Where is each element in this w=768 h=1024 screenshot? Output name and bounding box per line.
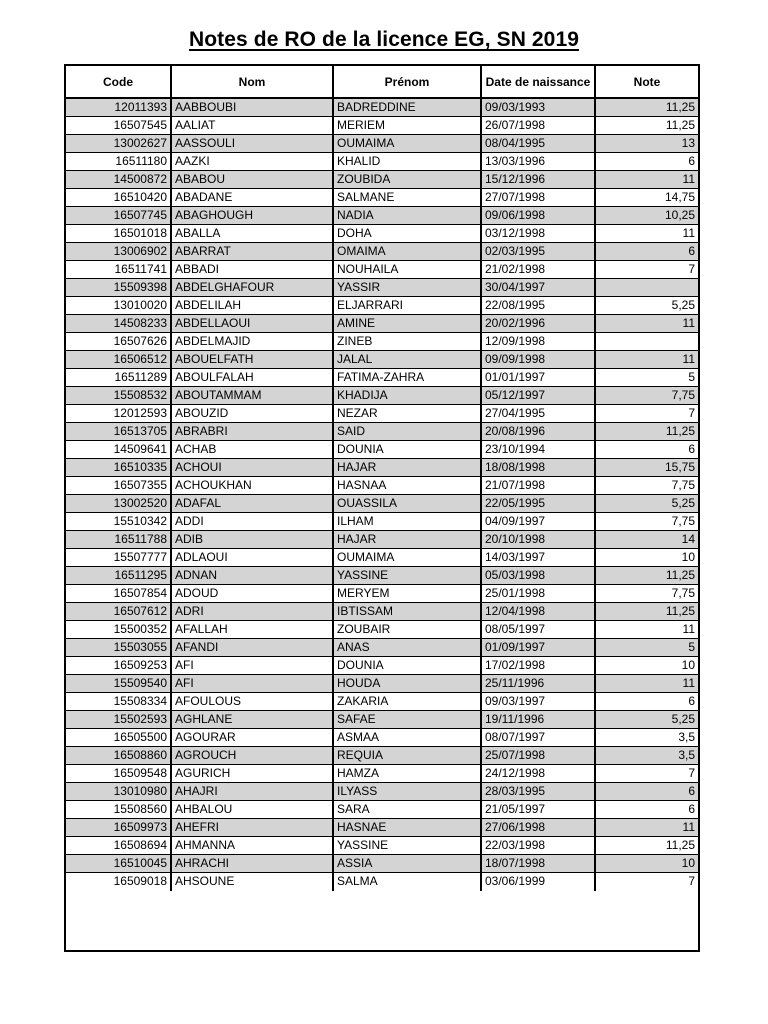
cell-code: 16507745	[66, 207, 172, 225]
cell-code: 16508860	[66, 747, 172, 765]
cell-date-de-naissance: 05/12/1997	[482, 387, 596, 405]
cell-note: 11	[596, 315, 698, 333]
cell-date-de-naissance: 21/05/1997	[482, 801, 596, 819]
cell-code: 15500352	[66, 621, 172, 639]
cell-code: 15508560	[66, 801, 172, 819]
cell-prenom: ELJARRARI	[334, 297, 482, 315]
table-row	[66, 657, 698, 675]
table-row	[66, 441, 698, 459]
cell-prenom: HASNAE	[334, 819, 482, 837]
cell-nom: AASSOULI	[172, 135, 334, 153]
cell-nom: AHBALOU	[172, 801, 334, 819]
cell-code: 16511788	[66, 531, 172, 549]
cell-note: 3,5	[596, 747, 698, 765]
table-row	[66, 207, 698, 225]
cell-nom: ADRI	[172, 603, 334, 621]
cell-note: 10,25	[596, 207, 698, 225]
cell-note: 11	[596, 171, 698, 189]
cell-code: 16507854	[66, 585, 172, 603]
table-row	[66, 873, 698, 891]
table-row	[66, 423, 698, 441]
cell-date-de-naissance: 09/03/1993	[482, 99, 596, 117]
cell-date-de-naissance: 30/04/1997	[482, 279, 596, 297]
table-row	[66, 549, 698, 567]
table-row	[66, 585, 698, 603]
cell-code: 15510342	[66, 513, 172, 531]
cell-date-de-naissance: 28/03/1995	[482, 783, 596, 801]
cell-nom: ADLAOUI	[172, 549, 334, 567]
cell-date-de-naissance: 24/12/1998	[482, 765, 596, 783]
cell-date-de-naissance: 01/09/1997	[482, 639, 596, 657]
cell-nom: ABBADI	[172, 261, 334, 279]
cell-date-de-naissance: 08/07/1997	[482, 729, 596, 747]
cell-date-de-naissance: 25/07/1998	[482, 747, 596, 765]
column-header-date-de-naissance: Date de naissance	[482, 66, 596, 99]
cell-prenom: DOUNIA	[334, 441, 482, 459]
cell-date-de-naissance: 01/01/1997	[482, 369, 596, 387]
table-row	[66, 171, 698, 189]
cell-nom: ADIB	[172, 531, 334, 549]
cell-date-de-naissance: 25/01/1998	[482, 585, 596, 603]
cell-note: 7	[688, 874, 695, 889]
table-row	[66, 495, 698, 513]
cell-nom: ABABOU	[172, 171, 334, 189]
cell-prenom: HOUDA	[334, 675, 482, 693]
cell-nom: AFANDI	[172, 639, 334, 657]
cell-nom: ADDI	[172, 513, 334, 531]
cell-date-de-naissance: 27/06/1998	[482, 819, 596, 837]
cell-code: 15508334	[66, 693, 172, 711]
cell-code: 16508694	[66, 837, 172, 855]
cell-prenom: ZAKARIA	[334, 693, 482, 711]
cell-note: 15,75	[596, 459, 698, 477]
cell-note: 5,25	[596, 297, 698, 315]
cell-date-de-naissance: 25/11/1996	[482, 675, 596, 693]
cell-code: 16509253	[66, 657, 172, 675]
table-row	[66, 729, 698, 747]
cell-prenom: ILHAM	[334, 513, 482, 531]
table-body	[66, 99, 698, 891]
cell-code: 15509398	[66, 279, 172, 297]
cell-note: 11	[596, 621, 698, 639]
table-row	[66, 531, 698, 549]
cell-nom: AHRACHI	[172, 855, 334, 873]
cell-date-de-naissance: 27/07/1998	[482, 189, 596, 207]
table-row	[66, 387, 698, 405]
cell-code: 16507355	[66, 477, 172, 495]
cell-note: 6	[596, 153, 698, 171]
cell-date-de-naissance: 19/11/1996	[482, 711, 596, 729]
cell-prenom: HAMZA	[334, 765, 482, 783]
cell-nom: ABOULFALAH	[172, 369, 334, 387]
cell-code: 13010980	[66, 783, 172, 801]
cell-code: 16507612	[66, 603, 172, 621]
cell-note: 11	[596, 675, 698, 693]
cell-note: 7,75	[596, 477, 698, 495]
cell-note: 14	[596, 531, 698, 549]
cell-nom: ABARRAT	[172, 243, 334, 261]
cell-nom: ABOUTAMMAM	[172, 387, 334, 405]
cell-prenom: KHALID	[334, 153, 482, 171]
cell-note: 7,75	[596, 513, 698, 531]
cell-note: 6	[596, 441, 698, 459]
table-row	[66, 135, 698, 153]
cell-date-de-naissance: 09/06/1998	[482, 207, 596, 225]
cell-code: 15502593	[66, 711, 172, 729]
cell-nom: AHSOUNE	[172, 873, 334, 891]
cell-prenom: DOHA	[334, 225, 482, 243]
cell-note: 10	[596, 855, 698, 873]
cell-prenom: KHADIJA	[334, 387, 482, 405]
cell-date-de-naissance: 03/06/1999	[482, 873, 596, 891]
cell-nom: ADNAN	[172, 567, 334, 585]
cell-code: 16506512	[66, 351, 172, 369]
cell-note: 6	[596, 801, 698, 819]
cell-code: 13002627	[66, 135, 172, 153]
cell-date-de-naissance: 08/04/1995	[482, 135, 596, 153]
cell-note: 11,25	[596, 567, 698, 585]
cell-date-de-naissance: 18/07/1998	[482, 855, 596, 873]
cell-prenom: NOUHAILA	[334, 261, 482, 279]
cell-note: 11	[596, 819, 698, 837]
table-row	[66, 459, 698, 477]
cell-note: 5	[596, 639, 698, 657]
cell-nom: ABDELLAOUI	[172, 315, 334, 333]
cell-code: 16510045	[66, 855, 172, 873]
document-title: Notes de RO de la licence EG, SN 2019	[188, 28, 580, 51]
table-row	[66, 117, 698, 135]
cell-date-de-naissance: 21/02/1998	[482, 261, 596, 279]
cell-code: 13002520	[66, 495, 172, 513]
cell-date-de-naissance: 05/03/1998	[482, 567, 596, 585]
cell-nom: ACHOUKHAN	[172, 477, 334, 495]
cell-prenom: YASSIR	[334, 279, 482, 297]
cell-code: 14508233	[66, 315, 172, 333]
cell-prenom: ASSIA	[334, 855, 482, 873]
cell-prenom: OMAIMA	[334, 243, 482, 261]
cell-date-de-naissance: 12/09/1998	[482, 333, 596, 351]
cell-note: 7	[596, 405, 698, 423]
column-header-prenom: Prénom	[334, 66, 482, 99]
cell-note: 5,25	[596, 495, 698, 513]
cell-code: 16510420	[66, 189, 172, 207]
column-header-nom: Nom	[172, 66, 334, 99]
cell-code: 16511295	[66, 567, 172, 585]
table-row	[66, 621, 698, 639]
cell-code: 12011393	[66, 99, 172, 117]
cell-nom: ABALLA	[172, 225, 334, 243]
cell-note: 11	[596, 351, 698, 369]
cell-prenom: SARA	[334, 801, 482, 819]
cell-prenom: IBTISSAM	[334, 603, 482, 621]
cell-prenom: HAJAR	[334, 531, 482, 549]
cell-note: 7,75	[596, 387, 698, 405]
cell-date-de-naissance: 22/05/1995	[482, 495, 596, 513]
table-row	[66, 261, 698, 279]
cell-nom: ABOUZID	[172, 405, 334, 423]
table-row	[66, 189, 698, 207]
cell-note: 11,25	[596, 117, 698, 135]
table-row	[66, 603, 698, 621]
table-row	[66, 333, 698, 351]
cell-nom: ACHAB	[172, 441, 334, 459]
cell-note: 7	[596, 261, 698, 279]
cell-nom: AHAJRI	[172, 783, 334, 801]
cell-code: 16511741	[66, 261, 172, 279]
table-row	[66, 513, 698, 531]
cell-nom: AHEFRI	[172, 819, 334, 837]
cell-prenom: ASMAA	[334, 729, 482, 747]
cell-prenom: OUMAIMA	[334, 135, 482, 153]
table-row	[66, 855, 698, 873]
cell-code: 16510335	[66, 459, 172, 477]
cell-prenom: MERYEM	[334, 585, 482, 603]
cell-prenom: ZOUBAIR	[334, 621, 482, 639]
cell-nom: AAZKI	[172, 153, 334, 171]
cell-nom: AGROUCH	[172, 747, 334, 765]
cell-prenom: YASSINE	[334, 567, 482, 585]
cell-prenom: NEZAR	[334, 405, 482, 423]
cell-note	[596, 333, 698, 351]
table-row	[66, 819, 698, 837]
cell-prenom: OUMAIMA	[334, 549, 482, 567]
cell-code: 13010020	[66, 297, 172, 315]
cell-nom: ACHOUI	[172, 459, 334, 477]
cell-nom: ABADANE	[172, 189, 334, 207]
cell-code: 14509641	[66, 441, 172, 459]
cell-code: 16513705	[66, 423, 172, 441]
cell-prenom: SAFAE	[334, 711, 482, 729]
cell-date-de-naissance: 15/12/1996	[482, 171, 596, 189]
cell-code: 16511180	[66, 153, 172, 171]
cell-prenom: HASNAA	[334, 477, 482, 495]
table-row	[66, 225, 698, 243]
cell-note: 10	[596, 549, 698, 567]
cell-note: 7,75	[596, 585, 698, 603]
cell-code: 15509540	[66, 675, 172, 693]
cell-nom: AFI	[172, 657, 334, 675]
cell-date-de-naissance: 09/09/1998	[482, 351, 596, 369]
cell-prenom: SAID	[334, 423, 482, 441]
cell-prenom: HAJAR	[334, 459, 482, 477]
table-row	[66, 765, 698, 783]
cell-note: 6	[596, 783, 698, 801]
cell-note: 13	[596, 135, 698, 153]
cell-prenom: FATIMA-ZAHRA	[334, 369, 482, 387]
cell-prenom: JALAL	[334, 351, 482, 369]
cell-date-de-naissance: 02/03/1995	[482, 243, 596, 261]
table-row	[66, 675, 698, 693]
table-row	[66, 405, 698, 423]
table-row	[66, 243, 698, 261]
cell-date-de-naissance: 27/04/1995	[482, 405, 596, 423]
grades-table-frame	[64, 64, 700, 952]
cell-note: 11	[596, 225, 698, 243]
cell-note: 10	[596, 657, 698, 675]
table-row	[66, 747, 698, 765]
cell-nom: AABBOUBI	[172, 99, 334, 117]
column-header-code: Code	[66, 66, 172, 99]
cell-date-de-naissance: 20/02/1996	[482, 315, 596, 333]
cell-prenom: SALMANE	[334, 189, 482, 207]
cell-code: 16507545	[66, 117, 172, 135]
table-row	[66, 783, 698, 801]
table-header-row	[66, 66, 698, 99]
cell-prenom: ANAS	[334, 639, 482, 657]
table-row	[66, 153, 698, 171]
cell-nom: AGURICH	[172, 765, 334, 783]
cell-nom: AGHLANE	[172, 711, 334, 729]
cell-note: 5	[596, 369, 698, 387]
cell-nom: ABDELMAJID	[172, 333, 334, 351]
cell-note: 14,75	[596, 189, 698, 207]
cell-date-de-naissance: 21/07/1998	[482, 477, 596, 495]
cell-prenom: ILYASS	[334, 783, 482, 801]
cell-prenom: OUASSILA	[334, 495, 482, 513]
table-row	[66, 279, 698, 297]
cell-date-de-naissance: 03/12/1998	[482, 225, 596, 243]
cell-prenom: ZINEB	[334, 333, 482, 351]
cell-date-de-naissance: 26/07/1998	[482, 117, 596, 135]
table-row	[66, 99, 698, 117]
cell-nom: AFI	[172, 675, 334, 693]
cell-prenom: ZOUBIDA	[334, 171, 482, 189]
cell-date-de-naissance: 18/08/1998	[482, 459, 596, 477]
cell-date-de-naissance: 13/03/1996	[482, 153, 596, 171]
cell-nom: ABDELILAH	[172, 297, 334, 315]
cell-prenom: SALMA	[334, 873, 482, 891]
cell-date-de-naissance: 04/09/1997	[482, 513, 596, 531]
cell-prenom: DOUNIA	[334, 657, 482, 675]
cell-nom: ADAFAL	[172, 495, 334, 513]
cell-date-de-naissance: 22/03/1998	[482, 837, 596, 855]
cell-date-de-naissance: 22/08/1995	[482, 297, 596, 315]
table-row	[66, 315, 698, 333]
cell-prenom: REQUIA	[334, 747, 482, 765]
cell-nom: ABDELGHAFOUR	[172, 279, 334, 297]
cell-date-de-naissance: 20/08/1996	[482, 423, 596, 441]
cell-note: 11,25	[596, 837, 698, 855]
cell-nom: ABAGHOUGH	[172, 207, 334, 225]
table-row	[66, 801, 698, 819]
cell-nom: ABOUELFATH	[172, 351, 334, 369]
cell-date-de-naissance: 20/10/1998	[482, 531, 596, 549]
cell-date-de-naissance: 17/02/1998	[482, 657, 596, 675]
cell-nom: ABRABRI	[172, 423, 334, 441]
table-row	[66, 693, 698, 711]
cell-note	[596, 279, 698, 297]
cell-date-de-naissance: 09/03/1997	[482, 693, 596, 711]
cell-code: 16507626	[66, 333, 172, 351]
cell-nom: AFOULOUS	[172, 693, 334, 711]
table-row	[66, 477, 698, 495]
table-row	[66, 639, 698, 657]
table-row	[66, 711, 698, 729]
cell-nom: AFALLAH	[172, 621, 334, 639]
cell-code: 13006902	[66, 243, 172, 261]
grades-table	[66, 66, 698, 891]
cell-nom: AGOURAR	[172, 729, 334, 747]
cell-note: 5,25	[596, 711, 698, 729]
cell-code: 15503055	[66, 639, 172, 657]
cell-code: 16509548	[66, 765, 172, 783]
cell-date-de-naissance: 12/04/1998	[482, 603, 596, 621]
column-header-note: Note	[596, 66, 698, 99]
cell-note: 11,25	[596, 423, 698, 441]
table-row	[66, 567, 698, 585]
cell-prenom: AMINE	[334, 315, 482, 333]
cell-note: 6	[596, 693, 698, 711]
cell-code: 16501018	[66, 225, 172, 243]
table-row	[66, 351, 698, 369]
cell-code: 15507777	[66, 549, 172, 567]
cell-nom: ADOUD	[172, 585, 334, 603]
cell-note: 6	[596, 243, 698, 261]
cell-note: 7	[596, 765, 698, 783]
cell-nom: AALIAT	[172, 117, 334, 135]
cell-date-de-naissance: 08/05/1997	[482, 621, 596, 639]
cell-code: 16509018	[66, 873, 172, 891]
cell-code: 12012593	[66, 405, 172, 423]
cell-prenom: YASSINE	[334, 837, 482, 855]
cell-code: 16511289	[66, 369, 172, 387]
cell-date-de-naissance: 23/10/1994	[482, 441, 596, 459]
cell-prenom: MERIEM	[334, 117, 482, 135]
cell-code: 16509973	[66, 819, 172, 837]
cell-code: 16505500	[66, 729, 172, 747]
cell-note: 3,5	[596, 729, 698, 747]
cell-code: 14500872	[66, 171, 172, 189]
cell-code: 15508532	[66, 387, 172, 405]
table-row	[66, 837, 698, 855]
cell-date-de-naissance: 14/03/1997	[482, 549, 596, 567]
cell-prenom: BADREDDINE	[334, 99, 482, 117]
table-row	[66, 297, 698, 315]
cell-nom: AHMANNA	[172, 837, 334, 855]
table-row	[66, 369, 698, 387]
cell-prenom: NADIA	[334, 207, 482, 225]
cell-note: 11,25	[596, 99, 698, 117]
cell-note: 11,25	[596, 603, 698, 621]
